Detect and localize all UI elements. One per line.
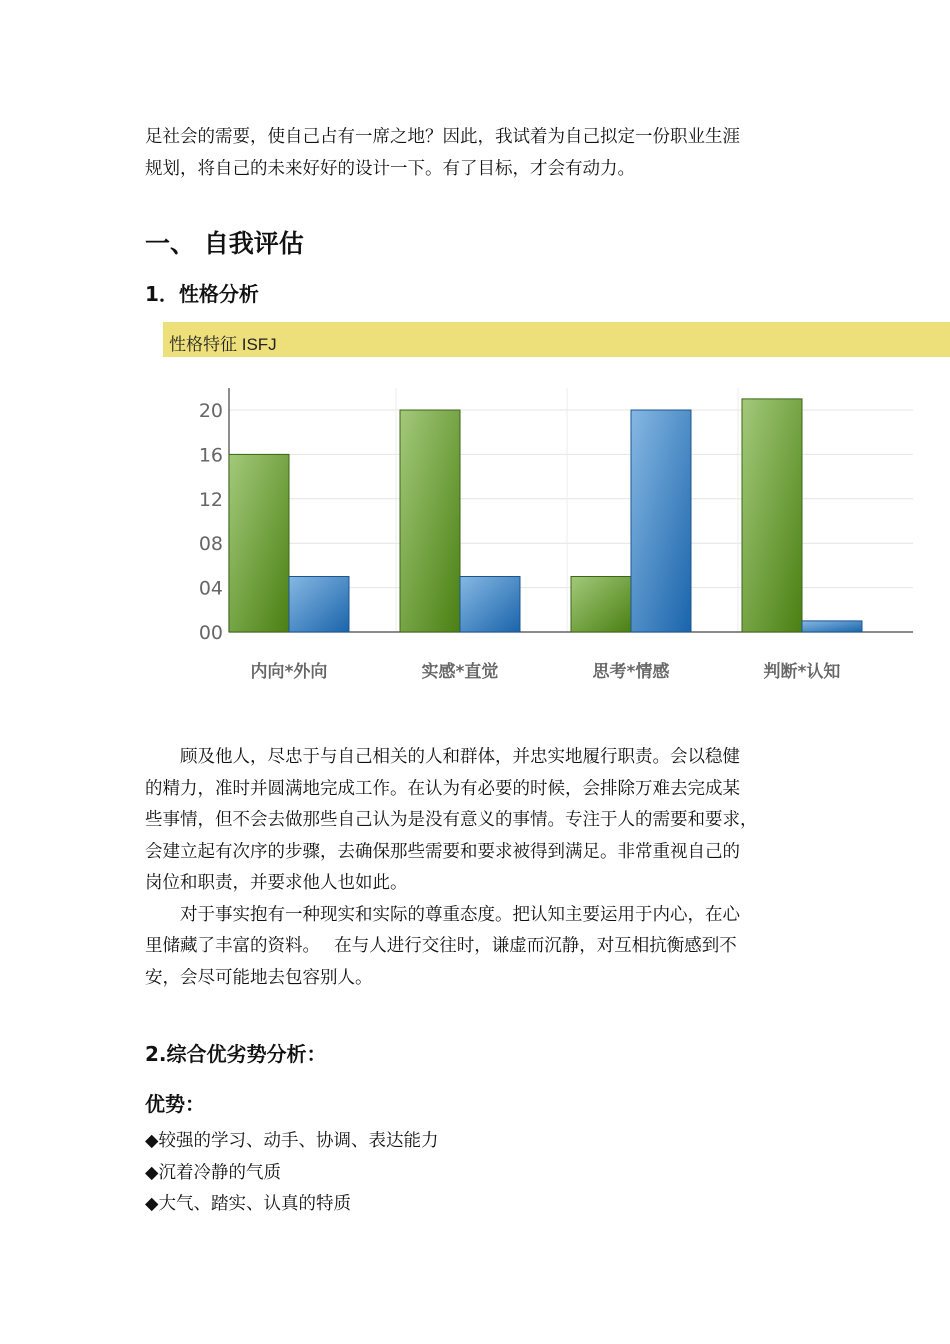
bar	[400, 410, 460, 632]
description-paragraphs	[145, 742, 825, 994]
desc-line: 安，会尽可能地去包容别人。	[145, 967, 373, 988]
x-tick-label: 内向*外向	[250, 662, 328, 682]
desc-line: 顾及他人，尽忠于与自己相关的人和群体，并忠实地履行职责。会以稳健	[180, 747, 740, 767]
x-tick-label: 思考*情感	[592, 662, 670, 682]
intro-line: 规划，将自己的未来好好的设计一下。有了目标，才会有动力。	[145, 158, 635, 179]
bar-chart	[163, 380, 923, 690]
advantages-list	[145, 1126, 438, 1221]
bar	[229, 454, 289, 632]
desc-line: 里储藏了丰富的资料。 在与人进行交往时，谦虚而沉静，对互相抗衡感到不	[145, 936, 737, 956]
intro-line: 足社会的需要，使自己占有一席之地？因此，我试着为自己拟定一份职业生涯	[145, 127, 740, 147]
chart-bars	[229, 399, 862, 632]
chart-banner-title: 性格特征 ISFJ	[169, 335, 277, 354]
x-tick-label: 判断*认知	[763, 662, 841, 682]
desc-line: 对于事实抱有一种现实和实际的尊重态度。把认知主要运用于内心，在心	[180, 904, 740, 925]
bar	[631, 410, 691, 632]
subsection-title-swot: 2.综合优劣势分析：	[145, 1042, 327, 1066]
desc-line: 会建立起有次序的步骤，去确保那些需要和要求被得到满足。非常重视自己的	[145, 841, 740, 862]
intro-paragraph	[145, 122, 825, 185]
advantage-item: ◆沉着冷静的气质	[145, 1162, 281, 1183]
subsection-title-personality: 1．性格分析	[145, 282, 259, 306]
y-tick-label: 12	[198, 488, 223, 511]
desc-line: 岗位和职责，并要求他人也如此。	[145, 873, 408, 893]
bar	[460, 577, 520, 633]
x-axis-labels	[251, 661, 841, 682]
y-tick-label: 16	[198, 444, 223, 467]
bar	[289, 577, 349, 633]
x-tick-label: 实感*直觉	[421, 662, 499, 682]
y-axis-ticks	[199, 400, 223, 644]
bar	[742, 399, 802, 632]
desc-line: 些事情，但不会去做那些自己认为是没有意义的事情。专注于人的需要和要求，	[145, 810, 758, 830]
advantage-item: ◆较强的学习、动手、协调、表达能力	[145, 1131, 439, 1151]
y-tick-label: 20	[198, 400, 223, 422]
y-tick-label: 08	[198, 533, 223, 556]
desc-line: 的精力，准时并圆满地完成工作。在认为有必要的时候，会排除万难去完成某	[145, 778, 740, 799]
chart-banner	[163, 322, 950, 357]
bar	[802, 621, 862, 632]
section-title: 一、 自我评估	[145, 229, 304, 258]
y-tick-label: 00	[198, 622, 223, 644]
advantages-title: 优势：	[145, 1092, 205, 1116]
y-tick-label: 04	[198, 577, 223, 600]
advantage-item: ◆大气、踏实、认真的特质	[145, 1194, 351, 1214]
bar	[571, 577, 631, 633]
